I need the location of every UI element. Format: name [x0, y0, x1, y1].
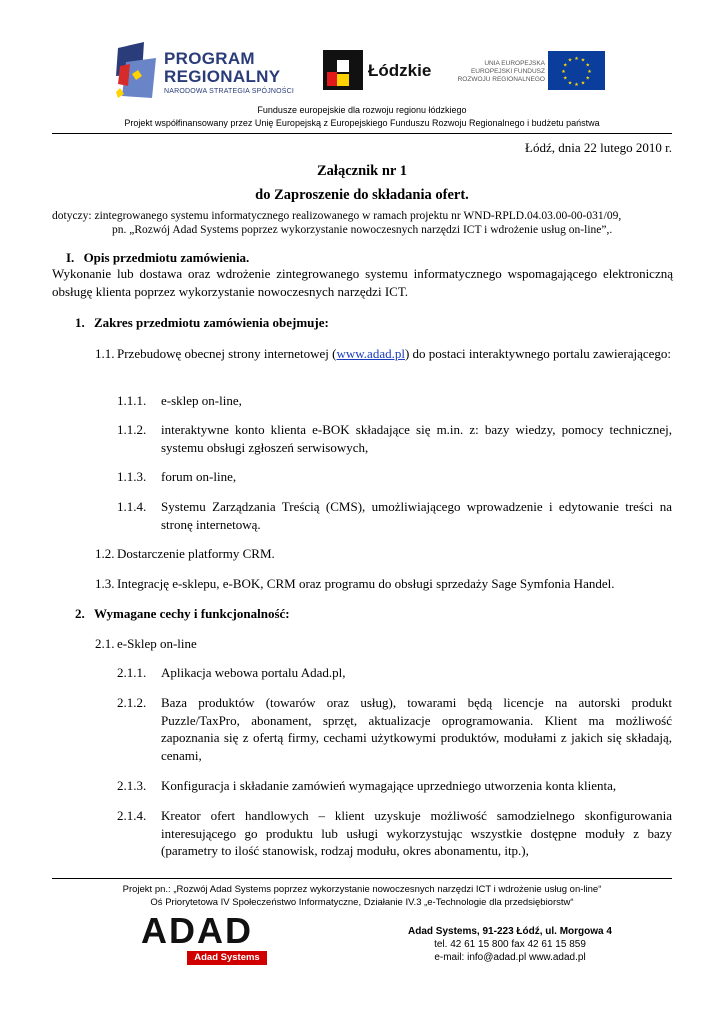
adad-website-link[interactable]: www.adad.pl [336, 346, 405, 361]
point-2-1-1-number: 2.1.1. [117, 665, 147, 680]
section-1-number: I. [66, 250, 75, 265]
svg-text:★: ★ [580, 80, 586, 87]
document-subtitle: do Zaproszenie do składania ofert. [255, 187, 469, 203]
point-1-1-text-after: ) do postaci interaktywnego portalu zawierającego: [404, 346, 671, 361]
point-2-heading [75, 605, 290, 623]
svg-text:★: ★ [585, 62, 591, 69]
section-1-body: Wykonanie lub dostawa oraz wdrożenie zintegrowanego systemu informatycznego wspomagającego elektroniczną obsługę klienta poprzez wykorzystanie nowoczesnych narzędzi ICT. [52, 266, 673, 299]
lodzkie-logo [323, 50, 363, 90]
footer-priority-line: Oś Priorytetowa IV Społeczeństwo Informatyczne, Działanie IV.3 „e-Technologie dla przedsiębiorstw“ [150, 897, 574, 908]
point-2-1-3-text: Konfiguracja i składanie zamówień wymagające uprzedniego utworzenia konta klienta, [161, 778, 617, 793]
point-2-1-4-text: Kreator ofert handlowych – klient uzyskuje możliwość samodzielnego skonfigurowania interesującego go produktu lub usługi wykorzystując wszystkie dostępne moduły z bazy (parametry to ilość stanowisk, rodzaj modułu, okres abonamentu, itp.), [161, 808, 672, 858]
concern-line-2: pn. „Rozwój Adad Systems poprzez wykorzystanie nowoczesnych narzędzi ICT i wdrożenie usług on-line”,. [112, 224, 613, 236]
point-1-1-3-number: 1.1.3. [117, 469, 147, 484]
point-1-title: Zakres przedmiotu zamówienia obejmuje: [94, 315, 329, 330]
concern-line-1: dotyczy: zintegrowanego systemu informatycznego realizowanego w ramach projektu nr WND-RPLD.04.03.00-00-031/09, [52, 210, 622, 222]
adad-logo-sub: Adad Systems [187, 951, 267, 965]
eu-logo-text: UNIA EUROPEJSKA EUROPEJSKI FUNDUSZ ROZWOJU REGIONALNEGO [457, 60, 545, 83]
company-address: Adad Systems, 91-223 Łódź, ul. Morgowa 4 [408, 926, 612, 937]
svg-text:★: ★ [562, 75, 568, 82]
point-1-3-text: Integrację e-sklepu, e-BOK, CRM oraz programu do obsługi sprzedaży Sage Symfonia Handel. [117, 576, 615, 591]
header-fund-line: Fundusze europejskie dla rozwoju regionu łódzkiego [257, 105, 467, 115]
footer-project-line: Projekt pn.: „Rozwój Adad Systems poprzez wykorzystanie nowoczesnych narzędzi ICT i wdrożenie usług on-line“ [122, 884, 602, 895]
section-1-heading [66, 249, 249, 267]
svg-text:★: ★ [587, 69, 592, 75]
point-1-heading [75, 314, 329, 332]
document-title: Załącznik nr 1 [317, 163, 407, 179]
point-2-title: Wymagane cechy i funkcjonalność: [94, 606, 290, 621]
point-2-number: 2. [75, 606, 85, 621]
point-1-1-2-number: 1.1.2. [117, 422, 147, 437]
company-phone: tel. 42 61 15 800 fax 42 61 15 859 [434, 939, 586, 950]
point-2-1-2-number: 2.1.2. [117, 695, 147, 710]
point-1-1-4-text: Systemu Zarządzania Treścią (CMS), umożliwiającego wprowadzenie i edytowanie treści na stronę internetową. [161, 499, 672, 532]
point-1-3-number: 1.3. [95, 576, 115, 591]
adad-logo-text: ADAD [141, 910, 253, 951]
section-1-title: Opis przedmiotu zamówienia. [83, 250, 250, 265]
document-date: Łódź, dnia 22 lutego 2010 r. [525, 140, 672, 155]
company-contact: e-mail: info@adad.pl www.adad.pl [434, 952, 586, 963]
svg-text:★: ★ [585, 75, 591, 82]
point-1-1-1-number: 1.1.1. [117, 393, 147, 408]
program-logo-line1: PROGRAM [164, 49, 255, 68]
eu-flag-icon [548, 51, 605, 90]
point-1-number: 1. [75, 315, 85, 330]
svg-text:★: ★ [574, 56, 579, 62]
point-2-1-2-text: Baza produktów (towarów oraz usług), towarami będą licencje na autorski produkt Puzzle/TaxPro, abonament, sprzęt, aktualizacje oprogramowania. Klient ma możliwość zapoznania się z ofertą firmy, cechami użytkowymi produktów, modułami z jakich się składają, cenami, [161, 695, 672, 763]
point-1-1-text [117, 345, 672, 363]
header-divider [52, 133, 672, 134]
footer-divider [52, 878, 672, 879]
svg-text:★: ★ [562, 62, 568, 69]
point-2-1-text: e-Sklep on-line [117, 636, 197, 651]
point-1-1-3-text: forum on-line, [161, 469, 237, 484]
point-1-2-text: Dostarczenie platformy CRM. [117, 546, 275, 561]
point-1-1-text-before: Przebudowę obecnej strony internetowej ( [117, 346, 337, 361]
point-1-1-number: 1.1. [95, 346, 115, 361]
header-cofinance-line: Projekt współfinansowany przez Unię Europejską z Europejskiego Funduszu Rozwoju Regionalnego i budżetu państwa [124, 118, 600, 128]
program-logo-line2: REGIONALNY [164, 67, 281, 86]
point-2-1-1-text: Aplikacja webowa portalu Adad.pl, [161, 665, 346, 680]
point-1-1-2-text: interaktywne konto klienta e-BOK składające się m.in. z: bazy wiedzy, pomocy technicznej, systemu obsługi zgłoszeń serwisowych, [161, 422, 672, 455]
point-2-1-number: 2.1. [95, 636, 115, 651]
program-logo-sub: NARODOWA STRATEGIA SPÓJNOŚCI [164, 88, 295, 95]
svg-text:★: ★ [561, 69, 566, 75]
point-1-1-4-number: 1.1.4. [117, 499, 147, 514]
lodzkie-logo-text: Łódzkie [368, 61, 432, 80]
svg-text:★: ★ [574, 82, 579, 88]
point-2-1-4-number: 2.1.4. [117, 808, 147, 823]
adad-logo [117, 910, 277, 966]
point-2-1-3-number: 2.1.3. [117, 778, 147, 793]
svg-text:★: ★ [567, 80, 573, 87]
point-1-1-1-text: e-sklep on-line, [161, 393, 242, 408]
program-regionalny-logo [112, 40, 160, 102]
svg-text:★: ★ [580, 57, 586, 64]
point-1-2-number: 1.2. [95, 546, 115, 561]
svg-text:★: ★ [567, 57, 573, 64]
